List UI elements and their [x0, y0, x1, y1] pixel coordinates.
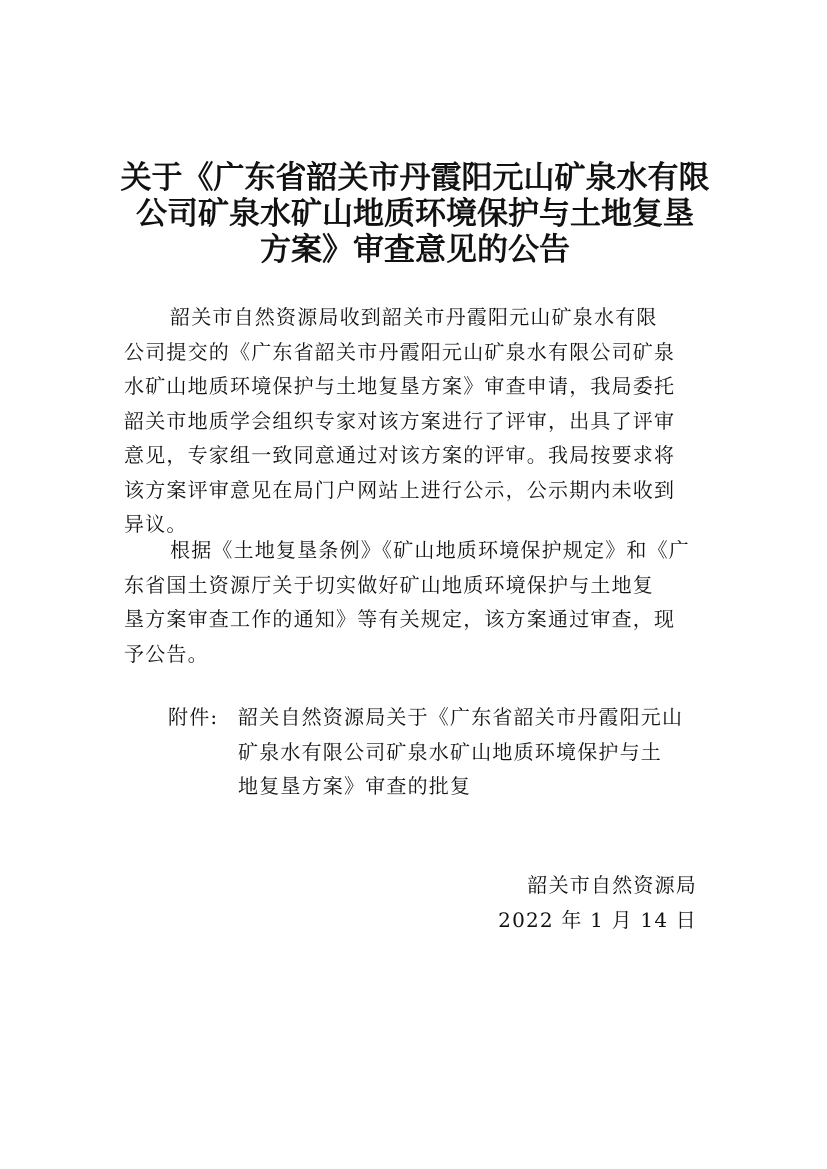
paragraph-line: 韶关市自然资源局收到韶关市丹霞阳元山矿泉水有限: [170, 305, 658, 329]
attachment-line: 矿泉水有限公司矿泉水矿山地质环境保护与土: [238, 739, 662, 764]
paragraph-line: 异议。: [124, 512, 188, 536]
paragraph-line: 意见，专家组一致同意通过对该方案的评审。我局按要求将: [124, 443, 676, 467]
document-title: [110, 160, 720, 268]
attachment-line: 韶关自然资源局关于《广东省韶关市丹霞阳元山: [238, 705, 684, 729]
title-line: 方案》审查意见的公告: [260, 232, 570, 268]
paragraph-line: 该方案评审意见在局门户网站上进行公示，公示期内未收到: [124, 477, 676, 502]
signature-block: [498, 868, 697, 937]
paragraph-line: 垦方案审查工作的通知》等有关规定，该方案通过审查，现: [124, 607, 676, 631]
attachment-label: 附件:: [168, 705, 219, 729]
paragraph-line: 水矿山地质环境保护与土地复垦方案》审查申请，我局委托: [124, 374, 676, 398]
title-line: 关于《广东省韶关市丹霞阳元山矿泉水有限: [120, 160, 710, 196]
issuing-organization: 韶关市自然资源局: [527, 873, 697, 897]
paragraph-line: 公司提交的《广东省韶关市丹霞阳元山矿泉水有限公司矿泉: [124, 339, 676, 364]
paragraph-line: 予公告。: [124, 641, 209, 666]
title-line: 公司矿泉水矿山地质环境保护与土地复垦: [136, 196, 694, 232]
paragraph-line: 根据《土地复垦条例》《矿山地质环境保护规定》和《广: [170, 538, 690, 562]
attachment-description: [238, 700, 683, 804]
paragraph-receipt-and-review: [124, 300, 704, 542]
paragraph-line: 东省国土资源厅关于切实做好矿山地质环境保护与土地复: [124, 572, 654, 597]
paragraph-legal-basis: [124, 533, 704, 671]
issue-date: 2022 年 1 月 14 日: [498, 907, 697, 932]
attachment-line: 地复垦方案》审查的批复: [238, 774, 472, 798]
paragraph-line: 韶关市地质学会组织专家对该方案进行了评审，出具了评审: [124, 408, 676, 433]
